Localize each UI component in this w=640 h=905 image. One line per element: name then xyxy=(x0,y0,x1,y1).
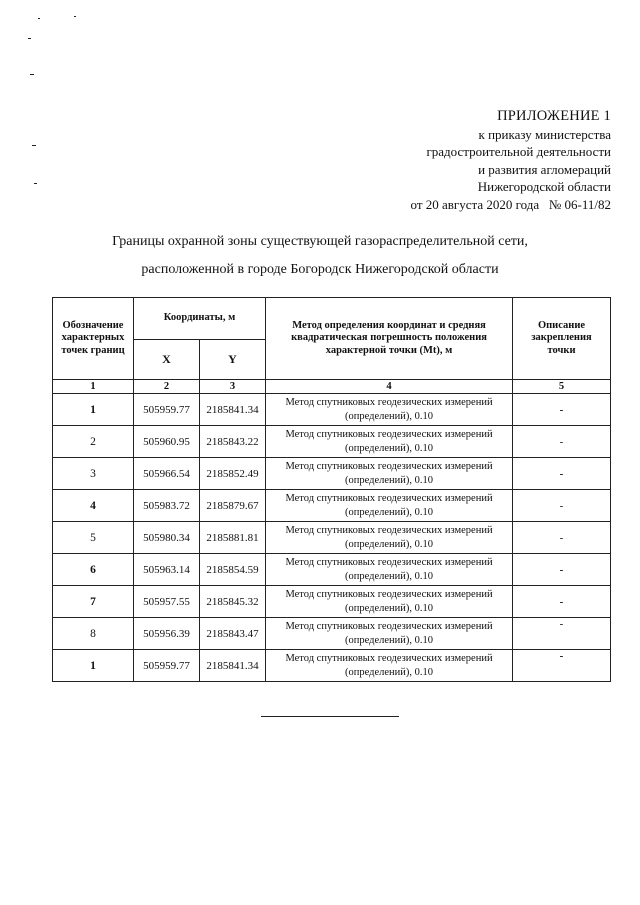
header-line: градостроительной деятельности xyxy=(426,144,611,159)
point-label: 1 xyxy=(53,394,134,426)
description-value: - xyxy=(513,554,611,586)
appendix-title: ПРИЛОЖЕНИЕ 1 xyxy=(497,108,611,124)
description-value: - xyxy=(513,650,611,682)
order-date-number: от 20 августа 2020 года № 06-11/82 xyxy=(410,196,611,212)
x-value: 505956.39 xyxy=(134,618,200,650)
table-row xyxy=(53,554,611,586)
point-label: 6 xyxy=(53,554,134,586)
method-text: Метод спутниковых геодезических измерений (определений), 0.10 xyxy=(266,650,513,682)
column-number: 1 xyxy=(53,380,134,394)
y-value: 2185843.22 xyxy=(200,426,266,458)
method-text: Метод спутниковых геодезических измерений (определений), 0.10 xyxy=(266,394,513,426)
description-value: - xyxy=(513,490,611,522)
x-value: 505960.95 xyxy=(134,426,200,458)
description-value: - xyxy=(513,618,611,650)
table-row xyxy=(53,522,611,554)
closing-rule xyxy=(261,716,399,717)
description-value: - xyxy=(513,394,611,426)
description-value: - xyxy=(513,458,611,490)
coordinates-table xyxy=(52,297,611,682)
method-text: Метод спутниковых геодезических измерений (определений), 0.10 xyxy=(266,618,513,650)
column-numbers-row xyxy=(53,380,611,394)
y-value: 2185841.34 xyxy=(200,394,266,426)
description-value: - xyxy=(513,426,611,458)
point-label: 2 xyxy=(53,426,134,458)
point-label: 8 xyxy=(53,618,134,650)
description-value: - xyxy=(513,586,611,618)
x-value: 505959.77 xyxy=(134,394,200,426)
column-number: 3 xyxy=(200,380,266,394)
document-title-line-2: расположенной в городе Богородск Нижегородской области xyxy=(141,262,499,277)
method-text: Метод спутниковых геодезических измерений (определений), 0.10 xyxy=(266,458,513,490)
header-line: Нижегородской области xyxy=(477,179,611,194)
point-label: 4 xyxy=(53,490,134,522)
header-line: к приказу министерства xyxy=(478,126,611,142)
header-y: Y xyxy=(200,340,266,380)
point-label: 5 xyxy=(53,522,134,554)
header-point: Обозначение характерных точек границ xyxy=(53,298,134,380)
y-value: 2185881.81 xyxy=(200,522,266,554)
y-value: 2185841.34 xyxy=(200,650,266,682)
header-line: и развития агломераций xyxy=(478,161,611,177)
x-value: 505980.34 xyxy=(134,522,200,554)
table-row xyxy=(53,586,611,618)
appendix-header xyxy=(410,108,611,213)
y-value: 2185879.67 xyxy=(200,490,266,522)
point-label: 3 xyxy=(53,458,134,490)
point-label: 1 xyxy=(53,650,134,682)
x-value: 505959.77 xyxy=(134,650,200,682)
x-value: 505966.54 xyxy=(134,458,200,490)
method-text: Метод спутниковых геодезических измерений (определений), 0.10 xyxy=(266,586,513,618)
x-value: 505963.14 xyxy=(134,554,200,586)
document-title-line-1: Границы охранной зоны существующей газораспределительной сети, xyxy=(112,234,528,249)
y-value: 2185845.32 xyxy=(200,586,266,618)
y-value: 2185852.49 xyxy=(200,458,266,490)
description-value: - xyxy=(513,522,611,554)
table-row xyxy=(53,426,611,458)
method-text: Метод спутниковых геодезических измерений (определений), 0.10 xyxy=(266,426,513,458)
table-row xyxy=(53,490,611,522)
table-row xyxy=(53,618,611,650)
document-title xyxy=(0,228,640,284)
column-number: 5 xyxy=(513,380,611,394)
table-row xyxy=(53,650,611,682)
x-value: 505957.55 xyxy=(134,586,200,618)
y-value: 2185854.59 xyxy=(200,554,266,586)
table-row xyxy=(53,394,611,426)
column-number: 4 xyxy=(266,380,513,394)
method-text: Метод спутниковых геодезических измерений (определений), 0.10 xyxy=(266,522,513,554)
point-label: 7 xyxy=(53,586,134,618)
header-description: Описание закрепления точки xyxy=(513,298,611,380)
method-text: Метод спутниковых геодезических измерений (определений), 0.10 xyxy=(266,554,513,586)
table-row xyxy=(53,458,611,490)
header-x: X xyxy=(134,340,200,380)
x-value: 505983.72 xyxy=(134,490,200,522)
method-text: Метод спутниковых геодезических измерений (определений), 0.10 xyxy=(266,490,513,522)
header-coordinates: Координаты, м xyxy=(134,298,266,340)
header-method: Метод определения координат и средняя квадратическая погрешность положения характерной точки (Mt), м xyxy=(266,298,513,380)
y-value: 2185843.47 xyxy=(200,618,266,650)
column-number: 2 xyxy=(134,380,200,394)
